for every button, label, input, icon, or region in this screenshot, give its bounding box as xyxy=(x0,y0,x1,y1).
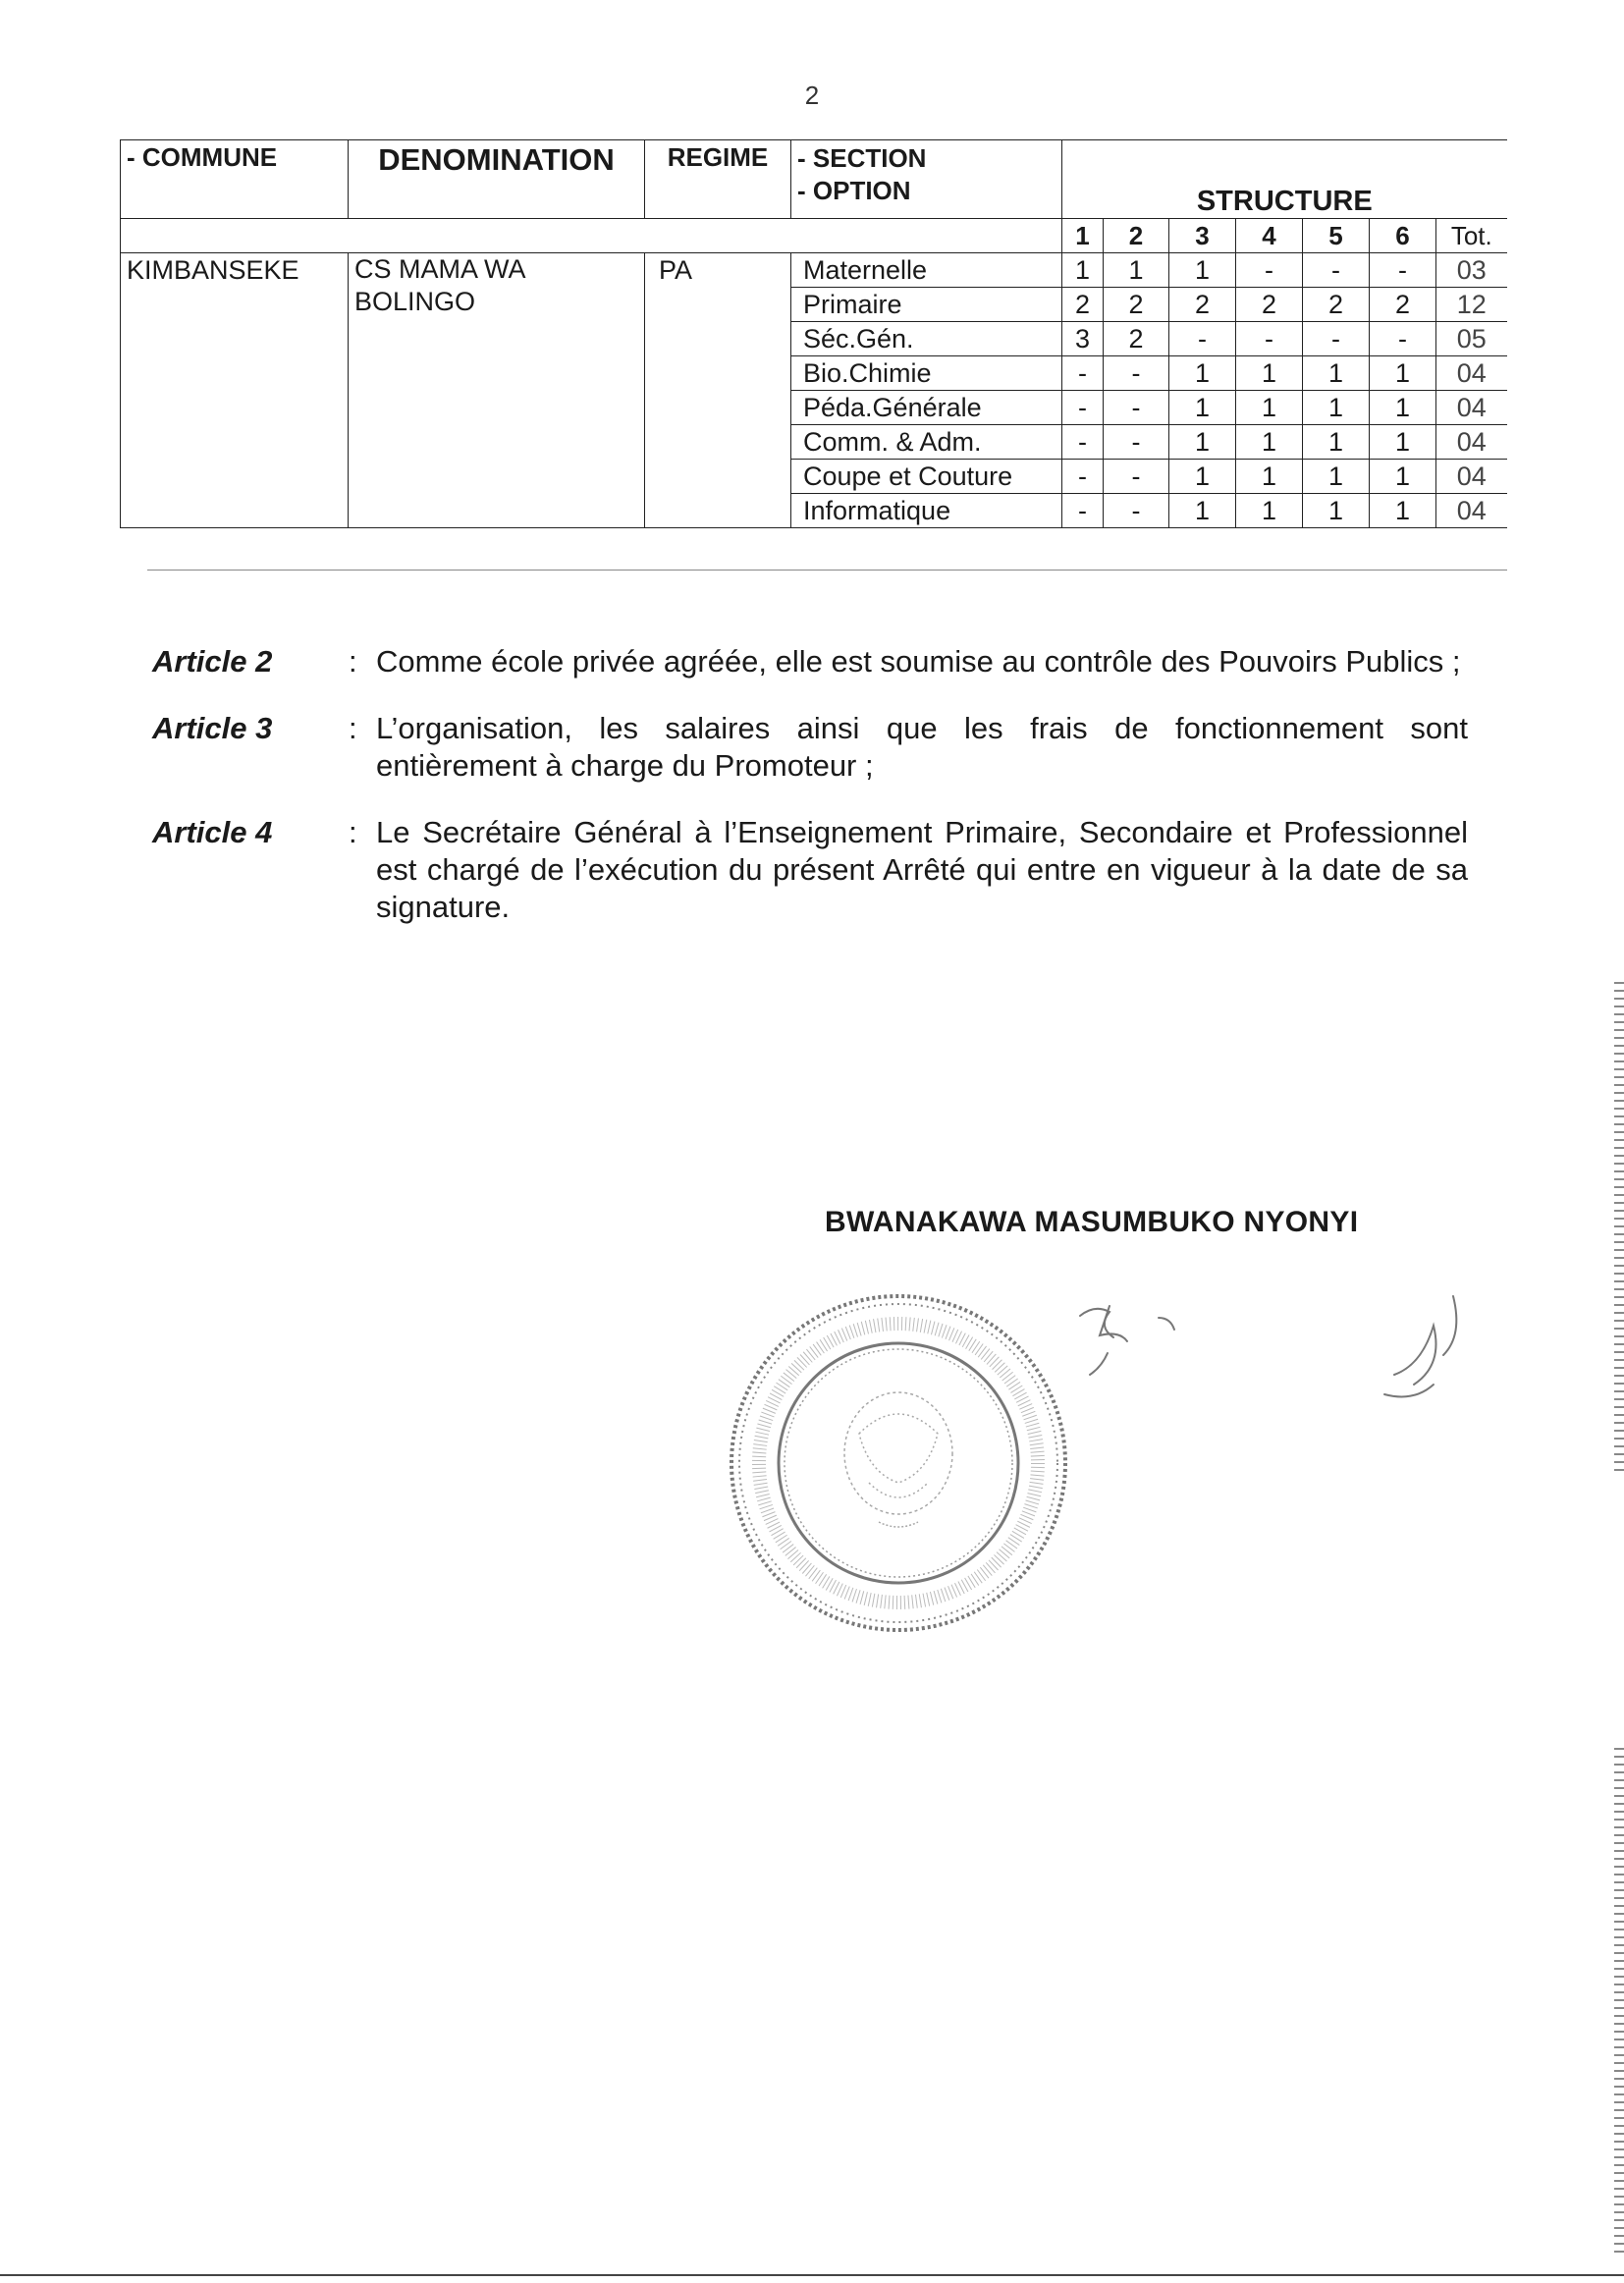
year-cell: 1 xyxy=(1303,391,1370,425)
section-cell: Bio.Chimie xyxy=(791,356,1062,391)
year-cell: 1 xyxy=(1370,494,1436,528)
year-cell: - xyxy=(1104,391,1169,425)
year-cell: 2 xyxy=(1104,322,1169,356)
year-cell: 2 xyxy=(1370,288,1436,322)
header-denomination: DENOMINATION xyxy=(349,140,645,219)
articles-section xyxy=(152,643,1468,955)
header-total: Tot. xyxy=(1436,219,1507,253)
header-commune: - COMMUNE xyxy=(121,140,349,219)
article-label: Article 4 xyxy=(152,815,273,849)
section-cell: Péda.Générale xyxy=(791,391,1062,425)
table-bottom-rule xyxy=(147,570,1507,571)
header-year-6: 6 xyxy=(1370,219,1436,253)
year-cell: - xyxy=(1169,322,1236,356)
year-cell: 1 xyxy=(1303,494,1370,528)
year-cell: - xyxy=(1062,391,1104,425)
total-cell: 04 xyxy=(1436,460,1507,494)
section-cell: Informatique xyxy=(791,494,1062,528)
year-cell: - xyxy=(1104,494,1169,528)
section-cell: Comm. & Adm. xyxy=(791,425,1062,460)
header-section-option xyxy=(791,140,1062,219)
year-cell: 1 xyxy=(1169,425,1236,460)
year-cell: 1 xyxy=(1303,356,1370,391)
article-text: Le Secrétaire Général à l’Enseignement Primaire, Secondaire et Professionnel est chargé de l’exécution du présent Arrêté qui entre en vigueur à la date de sa signature. xyxy=(376,815,1468,924)
year-cell: 1 xyxy=(1236,391,1303,425)
school-structure-table xyxy=(120,139,1507,528)
article-4 xyxy=(152,814,1468,926)
header-year-4: 4 xyxy=(1236,219,1303,253)
article-colon: : xyxy=(349,644,357,679)
year-cell: 1 xyxy=(1169,356,1236,391)
article-label: Article 3 xyxy=(152,711,273,745)
article-text: L’organisation, les salaires ainsi que les frais de fonctionnement sont entièrement à charge du Promoteur ; xyxy=(376,711,1468,783)
article-colon: : xyxy=(349,711,357,745)
scan-edge-mark xyxy=(1614,1748,1624,2258)
year-cell: - xyxy=(1062,494,1104,528)
total-cell: 04 xyxy=(1436,425,1507,460)
year-cell: 2 xyxy=(1169,288,1236,322)
signatory-name: BWANAKAWA MASUMBUKO NYONYI xyxy=(825,1206,1359,1238)
year-cell: - xyxy=(1236,322,1303,356)
year-cell: 2 xyxy=(1236,288,1303,322)
header-year-1: 1 xyxy=(1062,219,1104,253)
year-cell: - xyxy=(1104,460,1169,494)
year-cell: 1 xyxy=(1169,391,1236,425)
header-year-5: 5 xyxy=(1303,219,1370,253)
year-cell: - xyxy=(1236,253,1303,288)
year-cell: 2 xyxy=(1104,288,1169,322)
year-cell: - xyxy=(1303,322,1370,356)
header-structure: STRUCTURE xyxy=(1062,140,1507,219)
year-cell: 1 xyxy=(1236,460,1303,494)
table-row xyxy=(121,253,1507,288)
header-spacer xyxy=(121,219,1062,253)
year-cell: - xyxy=(1370,253,1436,288)
article-colon: : xyxy=(349,815,357,849)
header-section-label: - SECTION xyxy=(797,143,927,173)
scan-edge-mark xyxy=(1614,982,1624,1473)
denomination-cell xyxy=(349,253,645,528)
year-cell: 1 xyxy=(1169,494,1236,528)
header-option-label: - OPTION xyxy=(797,176,911,205)
year-cell: 2 xyxy=(1062,288,1104,322)
denomination-line-1: CS MAMA WA xyxy=(354,254,526,284)
total-cell: 04 xyxy=(1436,494,1507,528)
section-cell: Primaire xyxy=(791,288,1062,322)
article-3 xyxy=(152,710,1468,785)
year-cell: - xyxy=(1062,460,1104,494)
denomination-line-2: BOLINGO xyxy=(354,287,476,316)
year-cell: 1 xyxy=(1370,391,1436,425)
year-cell: - xyxy=(1370,322,1436,356)
year-cell: 1 xyxy=(1370,425,1436,460)
year-cell: 1 xyxy=(1236,356,1303,391)
year-cell: - xyxy=(1104,425,1169,460)
total-cell: 12 xyxy=(1436,288,1507,322)
official-seal-icon xyxy=(722,1286,1075,1645)
year-cell: 1 xyxy=(1303,425,1370,460)
section-cell: Coupe et Couture xyxy=(791,460,1062,494)
year-cell: 1 xyxy=(1169,460,1236,494)
total-cell: 04 xyxy=(1436,391,1507,425)
year-cell: 1 xyxy=(1169,253,1236,288)
year-cell: 1 xyxy=(1303,460,1370,494)
year-cell: - xyxy=(1062,356,1104,391)
year-cell: 1 xyxy=(1236,425,1303,460)
year-cell: 1 xyxy=(1370,356,1436,391)
header-year-3: 3 xyxy=(1169,219,1236,253)
header-regime: REGIME xyxy=(645,140,791,219)
year-cell: 1 xyxy=(1062,253,1104,288)
section-cell: Séc.Gén. xyxy=(791,322,1062,356)
total-cell: 04 xyxy=(1436,356,1507,391)
year-cell: 2 xyxy=(1303,288,1370,322)
year-cell: - xyxy=(1104,356,1169,391)
year-cell: 1 xyxy=(1370,460,1436,494)
commune-cell: KIMBANSEKE xyxy=(121,253,349,528)
page-number: 2 xyxy=(804,81,820,110)
article-label: Article 2 xyxy=(152,644,273,679)
year-cell: 1 xyxy=(1104,253,1169,288)
total-cell: 03 xyxy=(1436,253,1507,288)
regime-cell: PA xyxy=(645,253,791,528)
header-year-2: 2 xyxy=(1104,219,1169,253)
year-cell: 1 xyxy=(1236,494,1303,528)
handwritten-signature-icon xyxy=(1060,1267,1473,1448)
year-cell: 3 xyxy=(1062,322,1104,356)
article-2 xyxy=(152,643,1468,680)
total-cell: 05 xyxy=(1436,322,1507,356)
page-bottom-rule xyxy=(0,2274,1624,2276)
section-cell: Maternelle xyxy=(791,253,1062,288)
year-cell: - xyxy=(1062,425,1104,460)
article-text: Comme école privée agréée, elle est soumise au contrôle des Pouvoirs Publics ; xyxy=(376,644,1461,679)
year-cell: - xyxy=(1303,253,1370,288)
